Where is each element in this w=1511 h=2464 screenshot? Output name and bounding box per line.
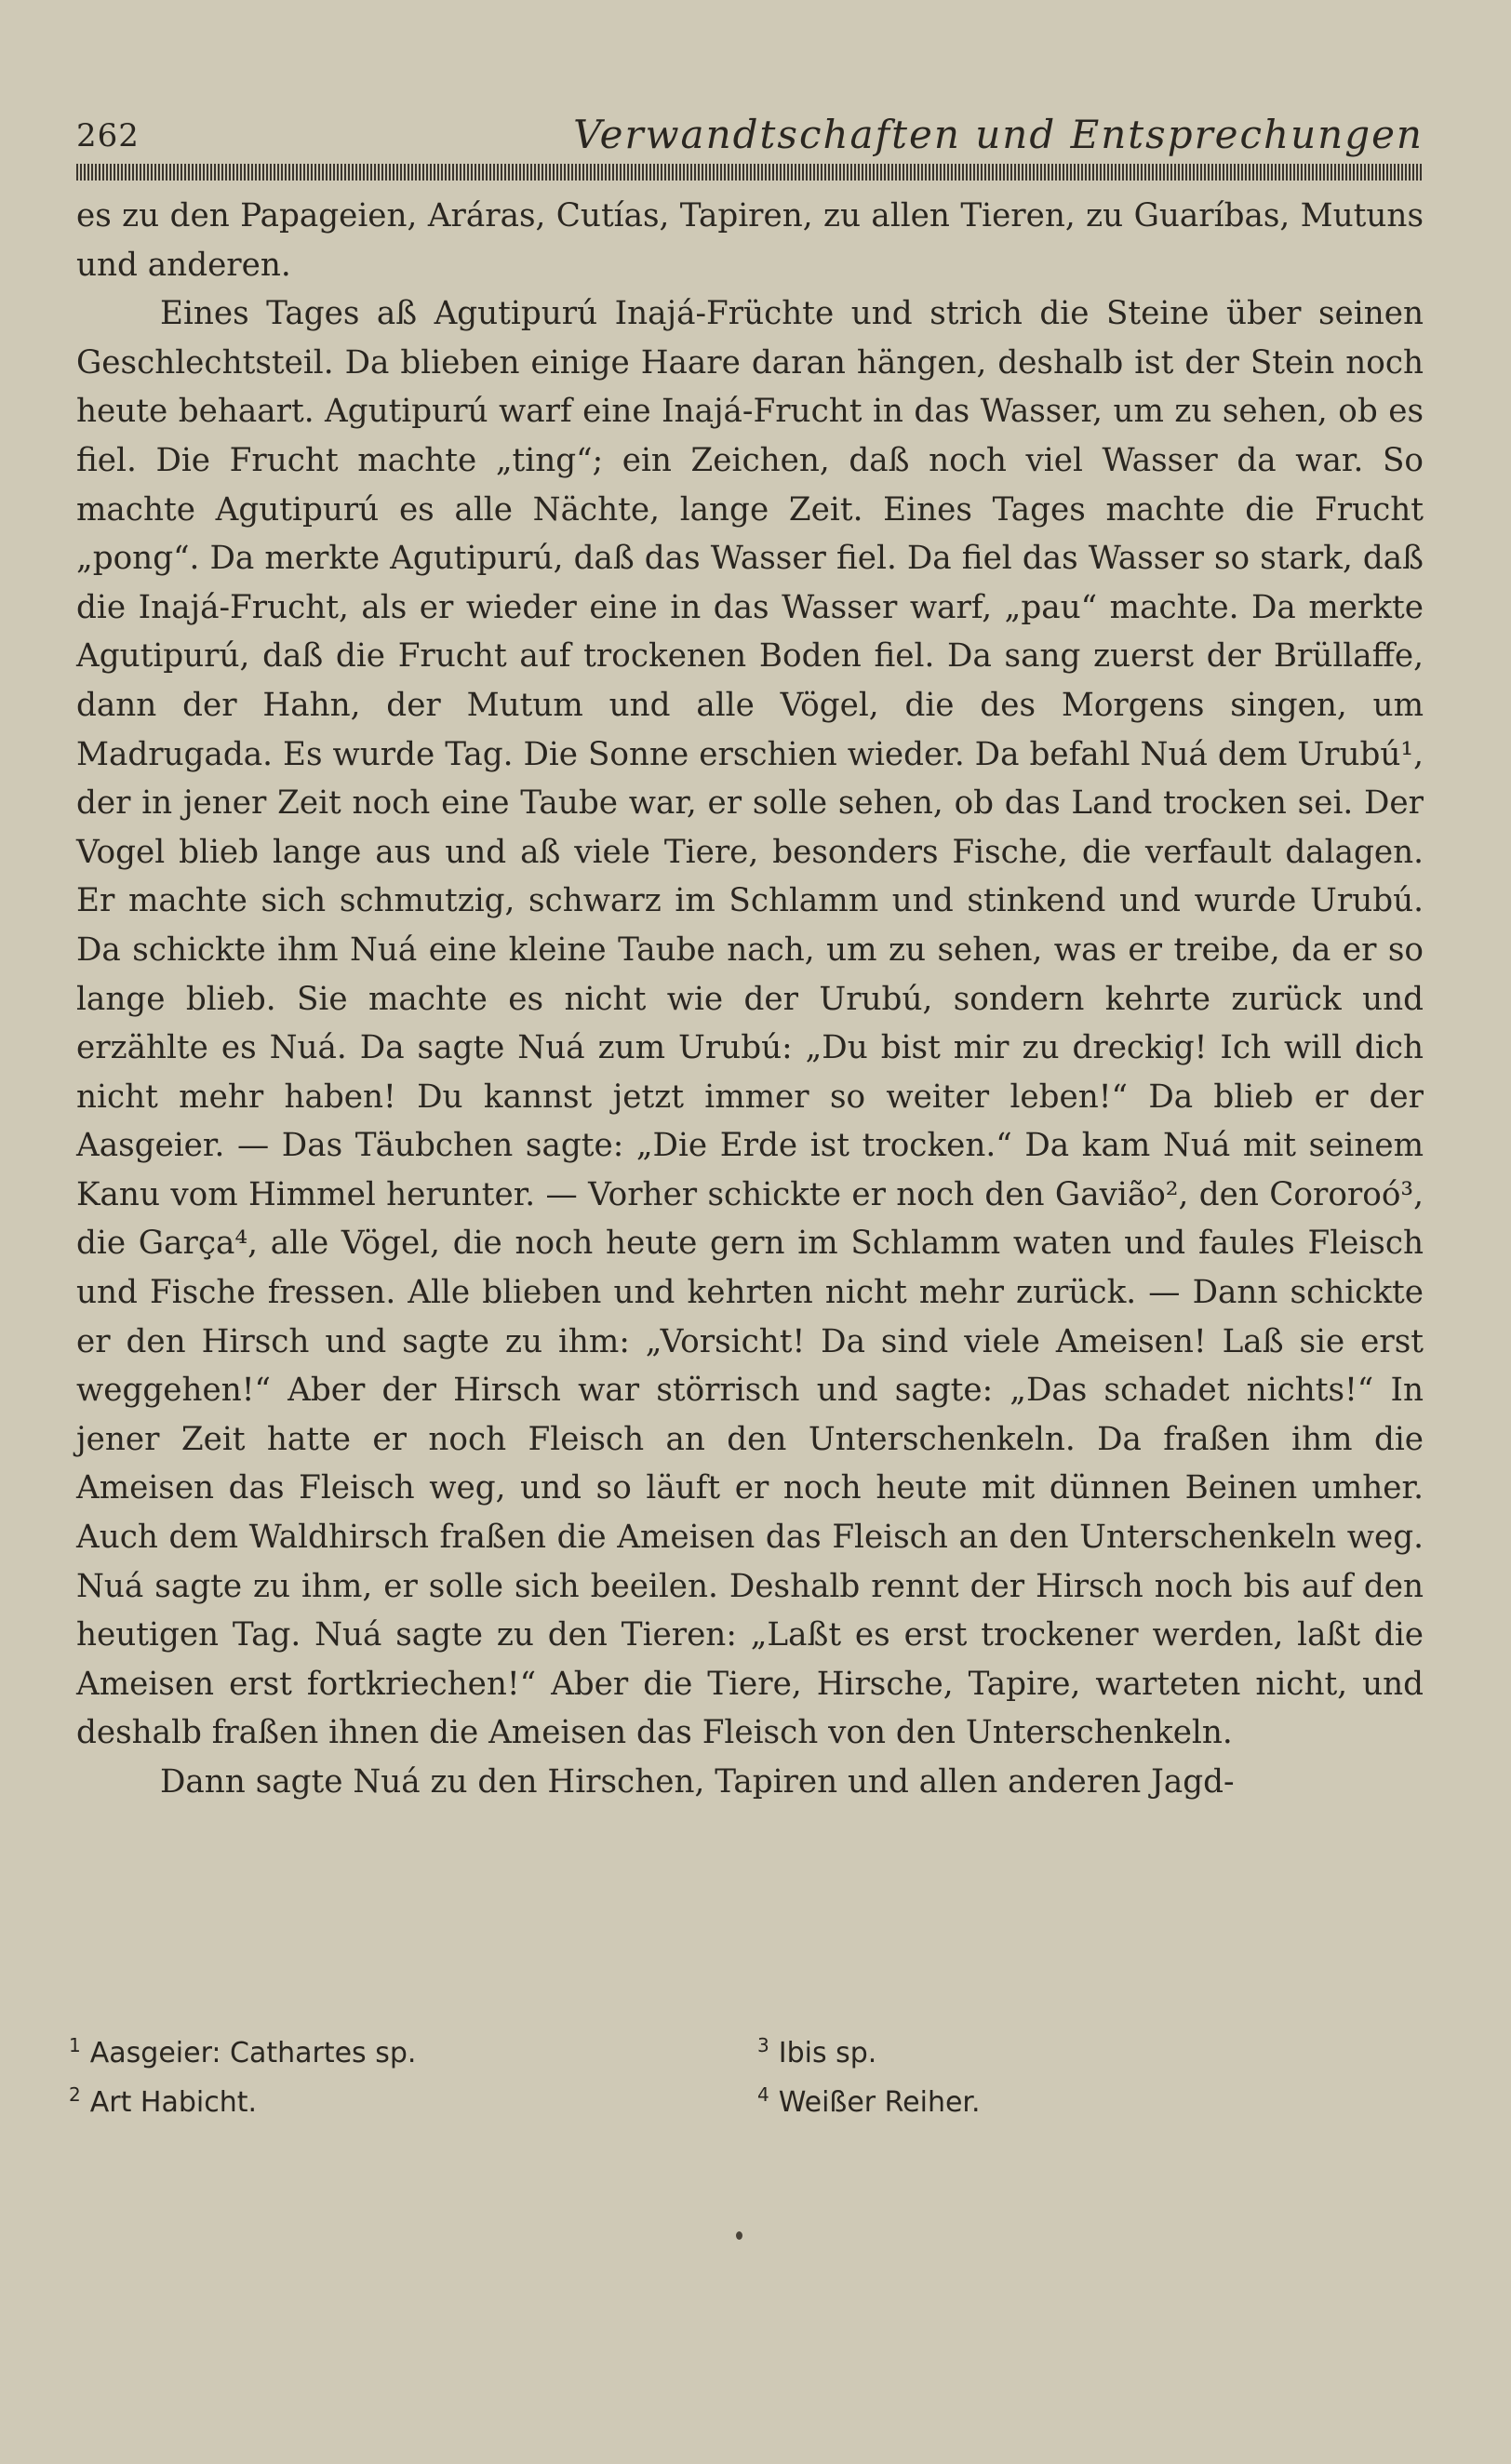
footnote-1 (69, 2025, 416, 2074)
footnote-3 (757, 2025, 981, 2074)
footnote-3-text: Ibis sp. (778, 2037, 877, 2069)
footnote-4-text: Weißer Reiher. (778, 2086, 981, 2119)
header-ornamental-rule (76, 164, 1424, 181)
footnote-4 (757, 2074, 981, 2123)
paragraph-3: Dann sagte Nuá zu den Hirschen, Tapiren und allen anderen Jagd- (160, 1763, 1235, 1801)
page-number: 262 (76, 117, 140, 154)
footnote-2-text: Art Habicht. (89, 2086, 258, 2119)
footnote-4-mark: 4 (757, 2083, 769, 2106)
ink-speck (736, 2231, 742, 2240)
footnote-1-text: Aasgeier: Cathartes sp. (89, 2037, 417, 2069)
footnote-3-mark: 3 (757, 2034, 769, 2056)
footnote-2 (69, 2074, 416, 2123)
footnotes-right-column (757, 2025, 981, 2123)
footnote-1-mark: 1 (69, 2034, 81, 2056)
paragraph-1: es zu den Papageien, Aráras, Cutías, Tapiren, zu allen Tieren, zu Guaríbas, Mutuns und anderen. (76, 197, 1424, 284)
running-title: Verwandtschaften und Entsprechungen (573, 112, 1424, 157)
footnotes-left-column (69, 2025, 416, 2123)
paragraph-2: Eines Tages aß Agutipurú Inajá-Früchte und strich die Steine über seinen Geschlechtsteil. Da blieben einige Haare daran hängen, deshalb ist der Stein noch heute behaart. Agutipurú warf eine Inajá-Frucht in das Wasser, um zu sehen, ob es fiel. Die Frucht machte „ting“; ein Zeichen, daß noch viel Wasser da war. So machte Agutipurú es alle Nächte, lange Zeit. Eines Tages machte die Frucht „pong“. Da merkte Agutipurú, daß das Wasser fiel. Da fiel das Wasser so stark, daß die Inajá-Frucht, als er wieder eine in das Wasser warf, „pau“ machte. Da merkte Agutipurú, daß die Frucht auf trockenen Boden fiel. Da sang zuerst der Brüllaffe, dann der Hahn, der Mutum und alle Vögel, die des Morgens singen, um Madrugada. Es wurde Tag. Die Sonne erschien wieder. Da befahl Nuá dem Urubú¹, der in jener Zeit noch eine Taube war, er solle sehen, ob das Land trocken sei. Der Vogel blieb lange aus und aß viele Tiere, besonders Fische, die verfault dalagen. Er machte sich schmutzig, schwarz im Schlamm und stinkend und wurde Urubú. Da schickte ihm Nuá eine kleine Taube nach, um zu sehen, was er treibe, da er so lange blieb. Sie machte es nicht wie der Urubú, sondern kehrte zurück und erzählte es Nuá. Da sagte Nuá zum Urubú: „Du bist mir zu dreckig! Ich will dich nicht mehr haben! Du kannst jetzt immer so weiter leben!“ Da blieb er der Aasgeier. — Das Täubchen sagte: „Die Erde ist trocken.“ Da kam Nuá mit seinem Kanu vom Himmel herunter. — Vorher schickte er noch den Gavião², den Cororoó³, die Garça⁴, alle Vögel, die noch heute gern im Schlamm waten und faules Fleisch und Fische fressen. Alle blieben und kehrten nicht mehr zurück. — Dann schickte er den Hirsch und sagte zu ihm: „Vorsicht! Da sind viele Ameisen! Laß sie erst weggehen!“ Aber der Hirsch war störrisch und sagte: „Das schadet nichts!“ In jener Zeit hatte er noch Fleisch an den Unterschenkeln. Da fraßen ihm die Ameisen das Fleisch weg, und so läuft er noch heute mit dünnen Beinen umher. Auch dem Waldhirsch fraßen die Ameisen das Fleisch an den Unterschenkeln weg. Nuá sagte zu ihm, er solle sich beeilen. Deshalb rennt der Hirsch noch bis auf den heutigen Tag. Nuá sagte zu den Tieren: „Laßt es erst trockener werden, laßt die Ameisen erst fortkriechen!“ Aber die Tiere, Hirsche, Tapire, warteten nicht, und deshalb fraßen ihnen die Ameisen das Fleisch von den Unterschenkeln. (76, 295, 1424, 1752)
footnote-2-mark: 2 (69, 2083, 81, 2106)
body-text (76, 192, 1424, 1807)
page-header (76, 112, 1424, 164)
